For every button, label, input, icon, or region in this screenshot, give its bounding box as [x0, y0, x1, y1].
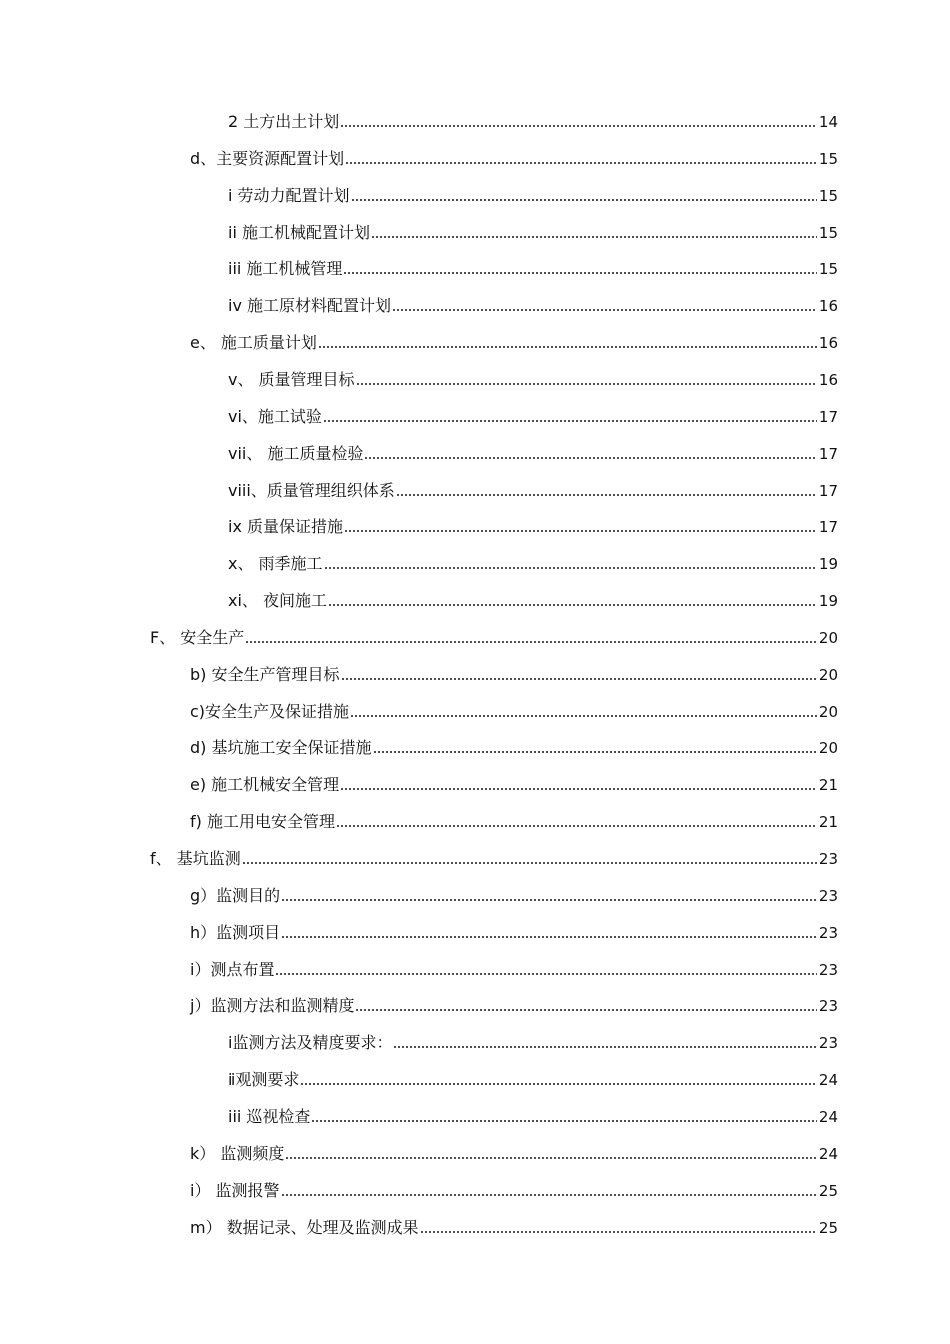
toc-entry-label: viii、质量管理组织体系	[228, 481, 395, 500]
toc-dot-leader	[351, 184, 817, 204]
toc-dot-leader	[392, 294, 817, 314]
toc-entry-label: 2 土方出土计划	[228, 112, 340, 131]
toc-entry[interactable]	[228, 399, 838, 427]
toc-entry-label: g）监测目的	[190, 886, 281, 905]
toc-entry-label: ⅰ监测方法及精度要求：	[228, 1033, 393, 1052]
toc-entry[interactable]	[150, 841, 838, 869]
toc-entry[interactable]	[190, 694, 838, 722]
toc-entry[interactable]	[190, 988, 838, 1016]
toc-entry-page-number: 23	[818, 961, 838, 979]
toc-entry-label: ii 施工机械配置计划	[228, 223, 370, 242]
toc-entry[interactable]	[190, 730, 838, 758]
toc-dot-leader	[245, 626, 817, 646]
toc-dot-leader	[324, 552, 817, 572]
toc-entry-label: i） 监测报警	[190, 1181, 280, 1200]
toc-entry[interactable]	[228, 473, 838, 501]
toc-entry[interactable]	[228, 1099, 838, 1127]
toc-entry-page-number: 17	[818, 518, 838, 536]
toc-entry-page-number: 16	[818, 371, 838, 389]
toc-dot-leader	[344, 515, 817, 535]
toc-entry-page-number: 17	[818, 408, 838, 426]
toc-entry-page-number: 23	[818, 850, 838, 868]
toc-entry[interactable]	[150, 620, 838, 648]
toc-entry-label: xi、 夜间施工	[228, 591, 328, 610]
toc-entry-page-number: 24	[818, 1071, 838, 1089]
toc-entry[interactable]	[228, 251, 838, 279]
toc-dot-leader	[328, 589, 817, 609]
toc-dot-leader	[281, 921, 817, 941]
toc-entry-label: i）测点布置	[190, 960, 275, 979]
toc-entry-page-number: 15	[818, 260, 838, 278]
toc-entry[interactable]	[190, 141, 838, 169]
toc-entry[interactable]	[228, 1025, 838, 1053]
toc-entry[interactable]	[190, 767, 838, 795]
toc-entry-page-number: 15	[818, 224, 838, 242]
toc-entry-label: x、 雨季施工	[228, 554, 323, 573]
toc-entry-label: ⅱ观测要求	[228, 1070, 300, 1089]
toc-entry-label: h）监测项目	[190, 923, 281, 942]
toc-entry[interactable]	[190, 657, 838, 685]
toc-dot-leader	[311, 1105, 817, 1125]
toc-entry-label: e、 施工质量计划	[190, 333, 317, 352]
toc-entry-page-number: 19	[818, 555, 838, 573]
toc-entry-label: iii 巡视检查	[228, 1107, 311, 1126]
toc-entry-page-number: 21	[818, 813, 838, 831]
toc-entry-label: vi、施工试验	[228, 407, 322, 426]
toc-entry-page-number: 23	[818, 887, 838, 905]
toc-entry-page-number: 16	[818, 334, 838, 352]
toc-entry-page-number: 20	[818, 703, 838, 721]
toc-entry-page-number: 21	[818, 776, 838, 794]
toc-entry-page-number: 15	[818, 187, 838, 205]
toc-entry[interactable]	[190, 325, 838, 353]
toc-dot-leader	[300, 1068, 817, 1088]
toc-entry-page-number: 24	[818, 1145, 838, 1163]
toc-dot-leader	[336, 810, 817, 830]
toc-entry[interactable]	[190, 1136, 838, 1164]
toc-entry[interactable]	[190, 1173, 838, 1201]
toc-entry-page-number: 20	[818, 666, 838, 684]
toc-entry-page-number: 23	[818, 997, 838, 1015]
toc-entry[interactable]	[228, 583, 838, 611]
toc-entry-label: iii 施工机械管理	[228, 259, 343, 278]
toc-entry[interactable]	[228, 436, 838, 464]
toc-dot-leader	[393, 1031, 817, 1051]
toc-entry-label: b) 安全生产管理目标	[190, 665, 340, 684]
toc-dot-leader	[242, 847, 817, 867]
toc-entry-label: F、 安全生产	[150, 628, 245, 647]
toc-entry-label: i 劳动力配置计划	[228, 186, 350, 205]
toc-entry-label: v、 质量管理目标	[228, 370, 355, 389]
toc-entry-page-number: 16	[818, 297, 838, 315]
toc-entry-page-number: 17	[818, 482, 838, 500]
toc-entry-label: m） 数据记录、处理及监测成果	[190, 1218, 419, 1237]
toc-dot-leader	[343, 257, 817, 277]
toc-dot-leader	[340, 773, 817, 793]
toc-dot-leader	[275, 958, 817, 978]
toc-dot-leader	[285, 1142, 817, 1162]
toc-entry-page-number: 23	[818, 1034, 838, 1052]
toc-dot-leader	[341, 663, 818, 683]
toc-entry-label: e) 施工机械安全管理	[190, 775, 340, 794]
toc-entry-page-number: 25	[818, 1219, 838, 1237]
toc-dot-leader	[350, 700, 817, 720]
toc-entry-page-number: 20	[818, 629, 838, 647]
toc-entry-page-number: 17	[818, 445, 838, 463]
toc-dot-leader	[364, 442, 817, 462]
toc-entry[interactable]	[190, 804, 838, 832]
toc-entry[interactable]	[228, 104, 838, 132]
toc-dot-leader	[345, 147, 817, 167]
toc-entry-label: c)安全生产及保证措施	[190, 702, 350, 721]
toc-entry[interactable]	[228, 362, 838, 390]
toc-entry-page-number: 20	[818, 739, 838, 757]
toc-dot-leader	[281, 1179, 817, 1199]
toc-entry[interactable]	[228, 288, 838, 316]
toc-dot-leader	[318, 331, 817, 351]
toc-dot-leader	[281, 884, 817, 904]
toc-entry-label: k） 监测频度	[190, 1144, 285, 1163]
toc-entry-label: f) 施工用电安全管理	[190, 812, 335, 831]
toc-entry-label: ix 质量保证措施	[228, 517, 344, 536]
toc-entry-label: iv 施工原材料配置计划	[228, 296, 392, 315]
toc-dot-leader	[323, 405, 817, 425]
toc-entry[interactable]	[190, 878, 838, 906]
toc-dot-leader	[340, 110, 817, 130]
toc-dot-leader	[373, 736, 818, 756]
toc-entry-label: j）监测方法和监测精度	[190, 996, 355, 1015]
toc-entry-page-number: 14	[818, 113, 838, 131]
toc-entry[interactable]	[190, 1210, 838, 1238]
toc-entry[interactable]	[228, 215, 838, 243]
toc-entry-page-number: 19	[818, 592, 838, 610]
toc-entry-page-number: 25	[818, 1182, 838, 1200]
toc-entry-page-number: 15	[818, 150, 838, 168]
toc-dot-leader	[396, 479, 817, 499]
toc-entry-page-number: 23	[818, 924, 838, 942]
toc-entry-page-number: 24	[818, 1108, 838, 1126]
toc-dot-leader	[356, 368, 817, 388]
toc-entry-label: d) 基坑施工安全保证措施	[190, 738, 372, 757]
toc-entry-label: f、 基坑监测	[150, 849, 241, 868]
toc-entry-label: d、主要资源配置计划	[190, 149, 345, 168]
toc-entry[interactable]	[190, 952, 838, 980]
toc-dot-leader	[420, 1216, 817, 1236]
toc-entry[interactable]	[228, 509, 838, 537]
toc-entry[interactable]	[228, 546, 838, 574]
toc-entry-label: vii、 施工质量检验	[228, 444, 364, 463]
toc-entry[interactable]	[228, 1062, 838, 1090]
toc-entry[interactable]	[228, 178, 838, 206]
toc-dot-leader	[371, 221, 817, 241]
toc-dot-leader	[355, 994, 817, 1014]
toc-entry[interactable]	[190, 915, 838, 943]
